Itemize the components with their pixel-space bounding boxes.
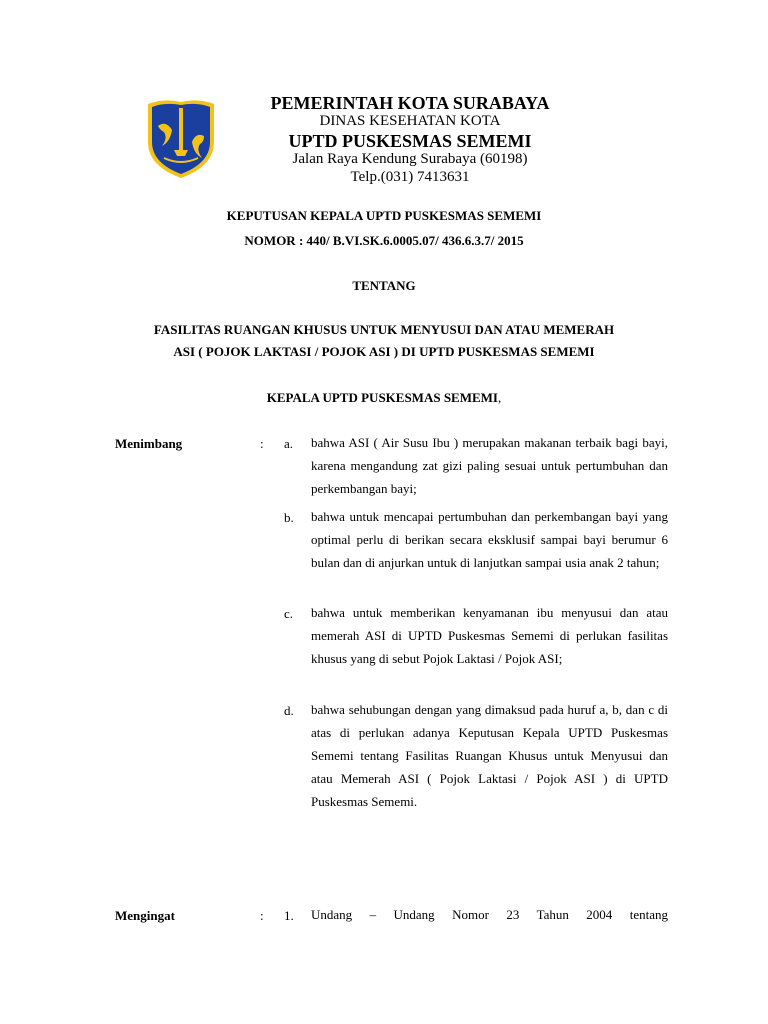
- menimbang-colon: :: [260, 436, 264, 451]
- mengingat-colon: :: [260, 908, 264, 923]
- letterhead-phone: Telp.(031) 7413631: [350, 169, 470, 185]
- letterhead-agency: DINAS KESEHATAN KOTA: [319, 113, 501, 129]
- menimbang-item-b: bahwa untuk mencapai pertumbuhan dan perkembangan bayi yang optimal perlu di berikan secara eksklusif sampai bayi berumur 6 bulan dan di anjurkan untuk di lanjutkan sampai usia anak 2 tahun;: [311, 509, 668, 570]
- mengingat-label: Mengingat: [115, 908, 175, 923]
- decree-about: TENTANG: [352, 278, 416, 293]
- menimbang-label: Menimbang: [115, 436, 183, 451]
- menimbang-marker-c: c.: [284, 606, 294, 621]
- decree-head-suffix: ,: [498, 390, 502, 405]
- mengingat-item-1: Undang – Undang Nomor 23 Tahun 2004 tentang: [311, 907, 668, 922]
- mengingat-marker-1: 1.: [284, 908, 294, 923]
- letterhead-address: Jalan Raya Kendung Surabaya (60198): [292, 151, 528, 167]
- decree-head: [0, 390, 768, 406]
- menimbang-marker-a: a.: [284, 436, 294, 451]
- decree-subject-line-1: FASILITAS RUANGAN KHUSUS UNTUK MENYUSUI DAN ATAU MEMERAH: [153, 322, 615, 337]
- decree-subject-line-2: ASI ( POJOK LAKTASI / POJOK ASI ) DI UPTD PUSKESMAS SEMEMI: [173, 344, 595, 359]
- menimbang-item-c: bahwa untuk memberikan kenyamanan ibu menyusui dan atau memerah ASI di UPTD Puskesmas Sememi di perlukan fasilitas khusus yang di sebut Pojok Laktasi / Pojok ASI;: [311, 605, 668, 666]
- decree-number: NOMOR : 440/ B.VI.SK.6.0005.07/ 436.6.3.7/ 2015: [244, 233, 524, 248]
- decree-title: KEPUTUSAN KEPALA UPTD PUSKESMAS SEMEMI: [226, 208, 542, 223]
- letterhead-unit: UPTD PUSKESMAS SEMEMI: [288, 131, 532, 151]
- letterhead-government: PEMERINTAH KOTA SURABAYA: [270, 93, 550, 113]
- menimbang-item-d: bahwa sehubungan dengan yang dimaksud pada huruf a, b, dan c di atas di perlukan adanya Keputusan Kepala UPTD Puskesmas Sememi tentang Fasilitas Ruangan Khusus untuk Menyusui dan atau Memerah ASI ( Pojok Laktasi / Pojok ASI ) di UPTD Puskesmas Sememi.: [311, 702, 668, 809]
- menimbang-marker-d: d.: [284, 703, 294, 718]
- menimbang-item-a: bahwa ASI ( Air Susu Ibu ) merupakan makanan terbaik bagi bayi, karena mengandung zat gizi paling sesuai untuk pertumbuhan dan perkembangan bayi;: [311, 435, 668, 496]
- decree-head-text: KEPALA UPTD PUSKESMAS SEMEMI: [266, 390, 498, 405]
- menimbang-marker-b: b.: [284, 510, 294, 525]
